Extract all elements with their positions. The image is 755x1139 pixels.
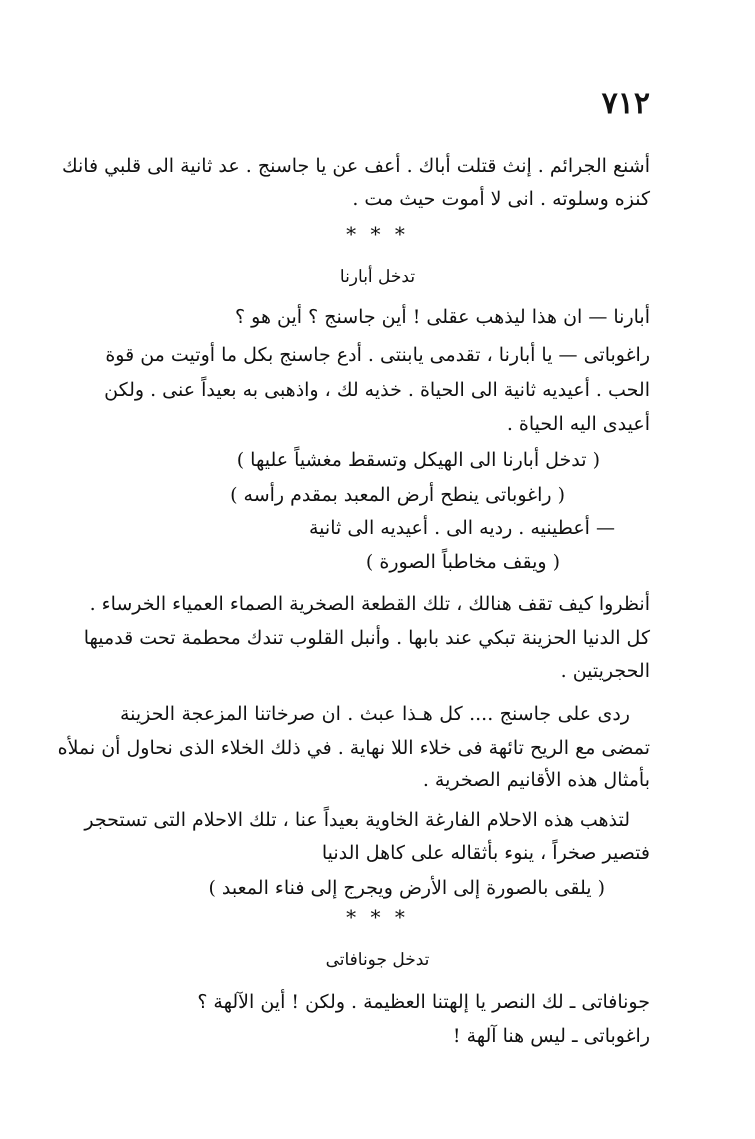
separator-stars: * * * bbox=[346, 905, 409, 929]
dialogue-line: الحب . أعيديه ثانية الى الحياة . خذيه لك ، واذهبى به بعيداً عنى . ولكن bbox=[104, 379, 650, 401]
section-separator bbox=[0, 905, 755, 929]
stage-direction: ( تدخل أبارنا الى الهيكل وتسقط مغشياً عليها ) bbox=[236, 449, 600, 471]
dialogue-line: لتذهب هذه الاحلام الفارغة الخاوية بعيداً عنا ، تلك الاحلام التى تستحجر bbox=[84, 809, 630, 831]
dialogue-line: الحجريتين . bbox=[560, 660, 650, 682]
text-line: أشنع الجرائم . إنث قتلت أباك . أعف عن يا جاسنج . عد ثانية الى قلبي فانك bbox=[61, 155, 650, 177]
stage-direction-heading: تدخل جونافاتى bbox=[325, 950, 430, 970]
text-line: كنزه وسلوته . انى لا أموت حيث مت . bbox=[352, 188, 650, 210]
dialogue-line: أنظروا كيف تقف هنالك ، تلك القطعة الصخرية الصماء العمياء الخرساء . bbox=[89, 593, 650, 615]
dialogue-line: بأمثال هذه الأقانيم الصخرية . bbox=[422, 769, 650, 791]
stage-direction: ( يلقى بالصورة إلى الأرض ويجرج إلى فناء المعبد ) bbox=[208, 877, 605, 899]
dialogue-line: راغوباتى — يا أبارنا ، تقدمى يابنتى . أدع جاسنج بكل ما أوتيت من قوة bbox=[105, 344, 650, 366]
stage-direction-heading: تدخل أبارنا bbox=[339, 267, 416, 287]
dialogue-line: أبارنا — ان هذا ليذهب عقلى ! أين جاسنج ؟ أين هو ؟ bbox=[235, 306, 650, 328]
dialogue-line: جونافاتى ـ لك النصر يا إلهتنا العظيمة . ولكن ! أين الآلهة ؟ bbox=[197, 991, 650, 1013]
dialogue-line: — أعطينيه . رديه الى . أعيديه الى ثانية bbox=[309, 517, 615, 539]
stage-direction: ( ويقف مخاطباً الصورة ) bbox=[365, 551, 560, 573]
dialogue-line: فتصير صخراً ، ينوء بأثقاله على كاهل الدنيا bbox=[321, 842, 650, 864]
dialogue-line: راغوباتى ـ ليس هنا آلهة ! bbox=[452, 1025, 650, 1047]
section-separator bbox=[0, 222, 755, 246]
separator-stars: * * * bbox=[346, 222, 409, 246]
dialogue-line: كل الدنيا الحزينة تبكي عند بابها . وأنبل القلوب تندك محطمة تحت قدميها bbox=[83, 627, 650, 649]
dialogue-line: ردى على جاسنج .... كل هـذا عبث . ان صرخاتنا المزعجة الحزينة bbox=[120, 703, 630, 725]
dialogue-line: تمضى مع الريح تائهة فى خلاء اللا نهاية . في ذلك الخلاء الذى نحاول أن نملأه bbox=[57, 737, 650, 759]
page-number: ٧١٢ bbox=[601, 86, 650, 121]
stage-direction: ( راغوباتى ينطح أرض المعبد بمقدم رأسه ) bbox=[230, 484, 565, 506]
dialogue-line: أعيدى اليه الحياة . bbox=[506, 413, 650, 435]
